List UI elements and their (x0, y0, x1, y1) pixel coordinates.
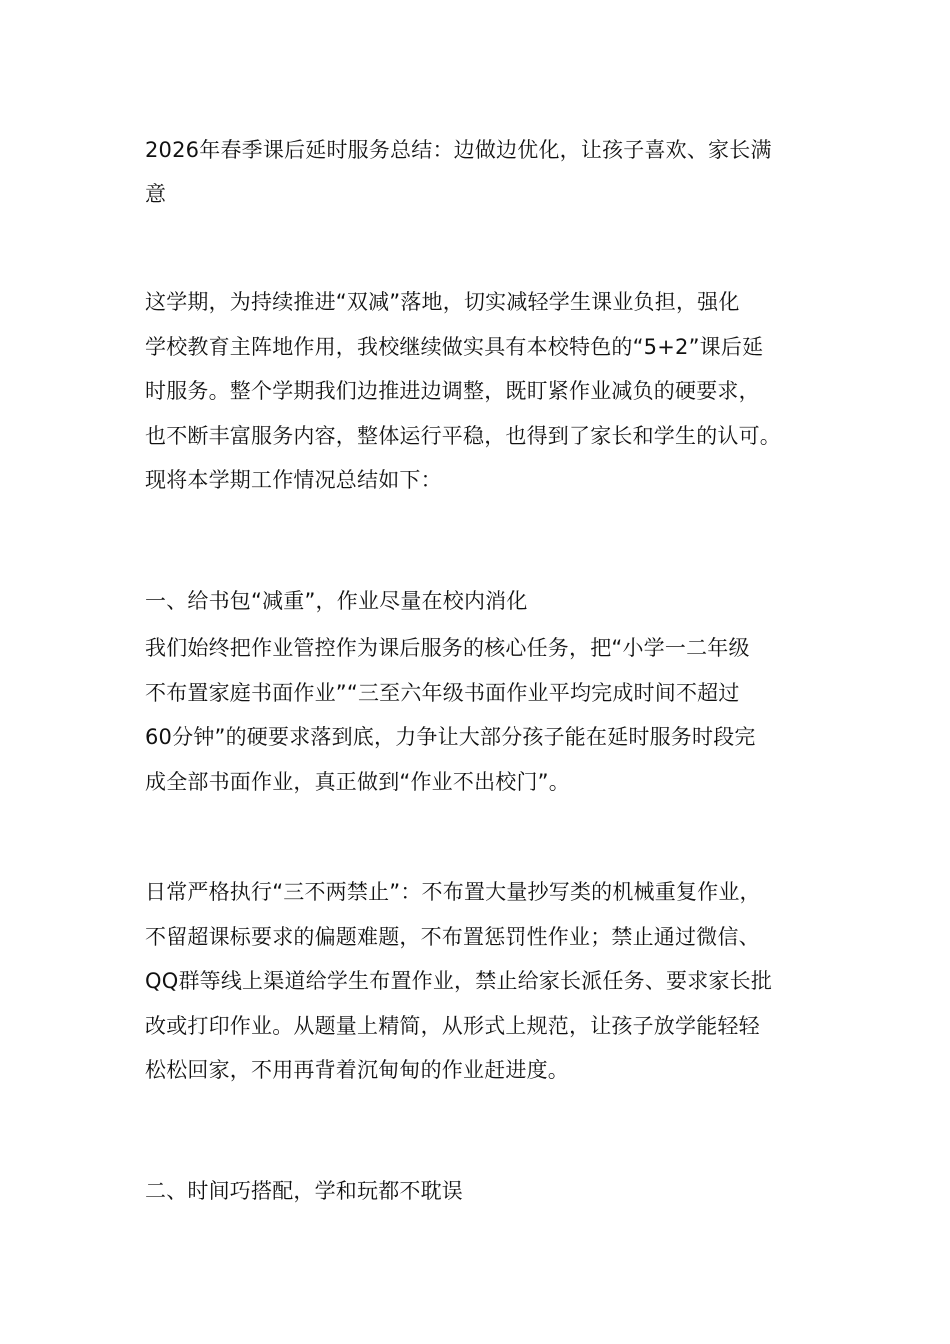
paragraph-line: 学校教育主阵地作用，我校继续做实具有本校特色的“5+2”课后延 (145, 334, 764, 359)
heading-text: 一、给书包“减重”，作业尽量在校内消化 (145, 589, 528, 613)
paragraph-line: 改或打印作业。从题量上精简，从形式上规范，让孩子放学能轻轻 (145, 1013, 760, 1038)
document-title (145, 128, 825, 216)
section-1-paragraph-2 (145, 870, 825, 1093)
paragraph-line: 现将本学期工作情况总结如下： (145, 468, 442, 492)
paragraph-line: 成全部书面作业，真正做到“作业不出校门”。 (145, 769, 570, 794)
section-1-paragraph-1 (145, 626, 825, 804)
section-2-heading (145, 1172, 825, 1210)
paragraph-line: 不布置家庭书面作业”“三至六年级书面作业平均完成时间不超过 (145, 680, 740, 705)
paragraph-line: 时服务。整个学期我们边推进边调整，既盯紧作业减负的硬要求， (145, 379, 760, 403)
paragraph-line: 松松回家，不用再背着沉甸甸的作业赶进度。 (145, 1058, 569, 1082)
paragraph-line: 也不断丰富服务内容，整体运行平稳，也得到了家长和学生的认可。 (145, 423, 781, 448)
paragraph-line: QQ群等线上渠道给学生布置作业，禁止给家长派任务、要求家长批 (145, 969, 773, 993)
title-line: 2026年春季课后延时服务总结：边做边优化，让孩子喜欢、家长满 (145, 138, 772, 162)
paragraph-line: 60分钟”的硬要求落到底，力争让大部分孩子能在延时服务时段完 (145, 725, 756, 749)
intro-paragraph (145, 280, 825, 503)
heading-text: 二、时间巧搭配，学和玩都不耽误 (145, 1179, 463, 1203)
paragraph-line: 我们始终把作业管控作为课后服务的核心任务，把“小学一二年级 (145, 636, 750, 660)
paragraph-line: 日常严格执行“三不两禁止”：不布置大量抄写类的机械重复作业， (145, 880, 761, 904)
paragraph-line: 这学期，为持续推进“双减”落地，切实减轻学生课业负担，强化 (145, 290, 740, 314)
title-line: 意 (145, 182, 167, 206)
paragraph-line: 不留超课标要求的偏题难题，不布置惩罚性作业；禁止通过微信、 (145, 924, 760, 949)
section-1-heading (145, 582, 825, 620)
